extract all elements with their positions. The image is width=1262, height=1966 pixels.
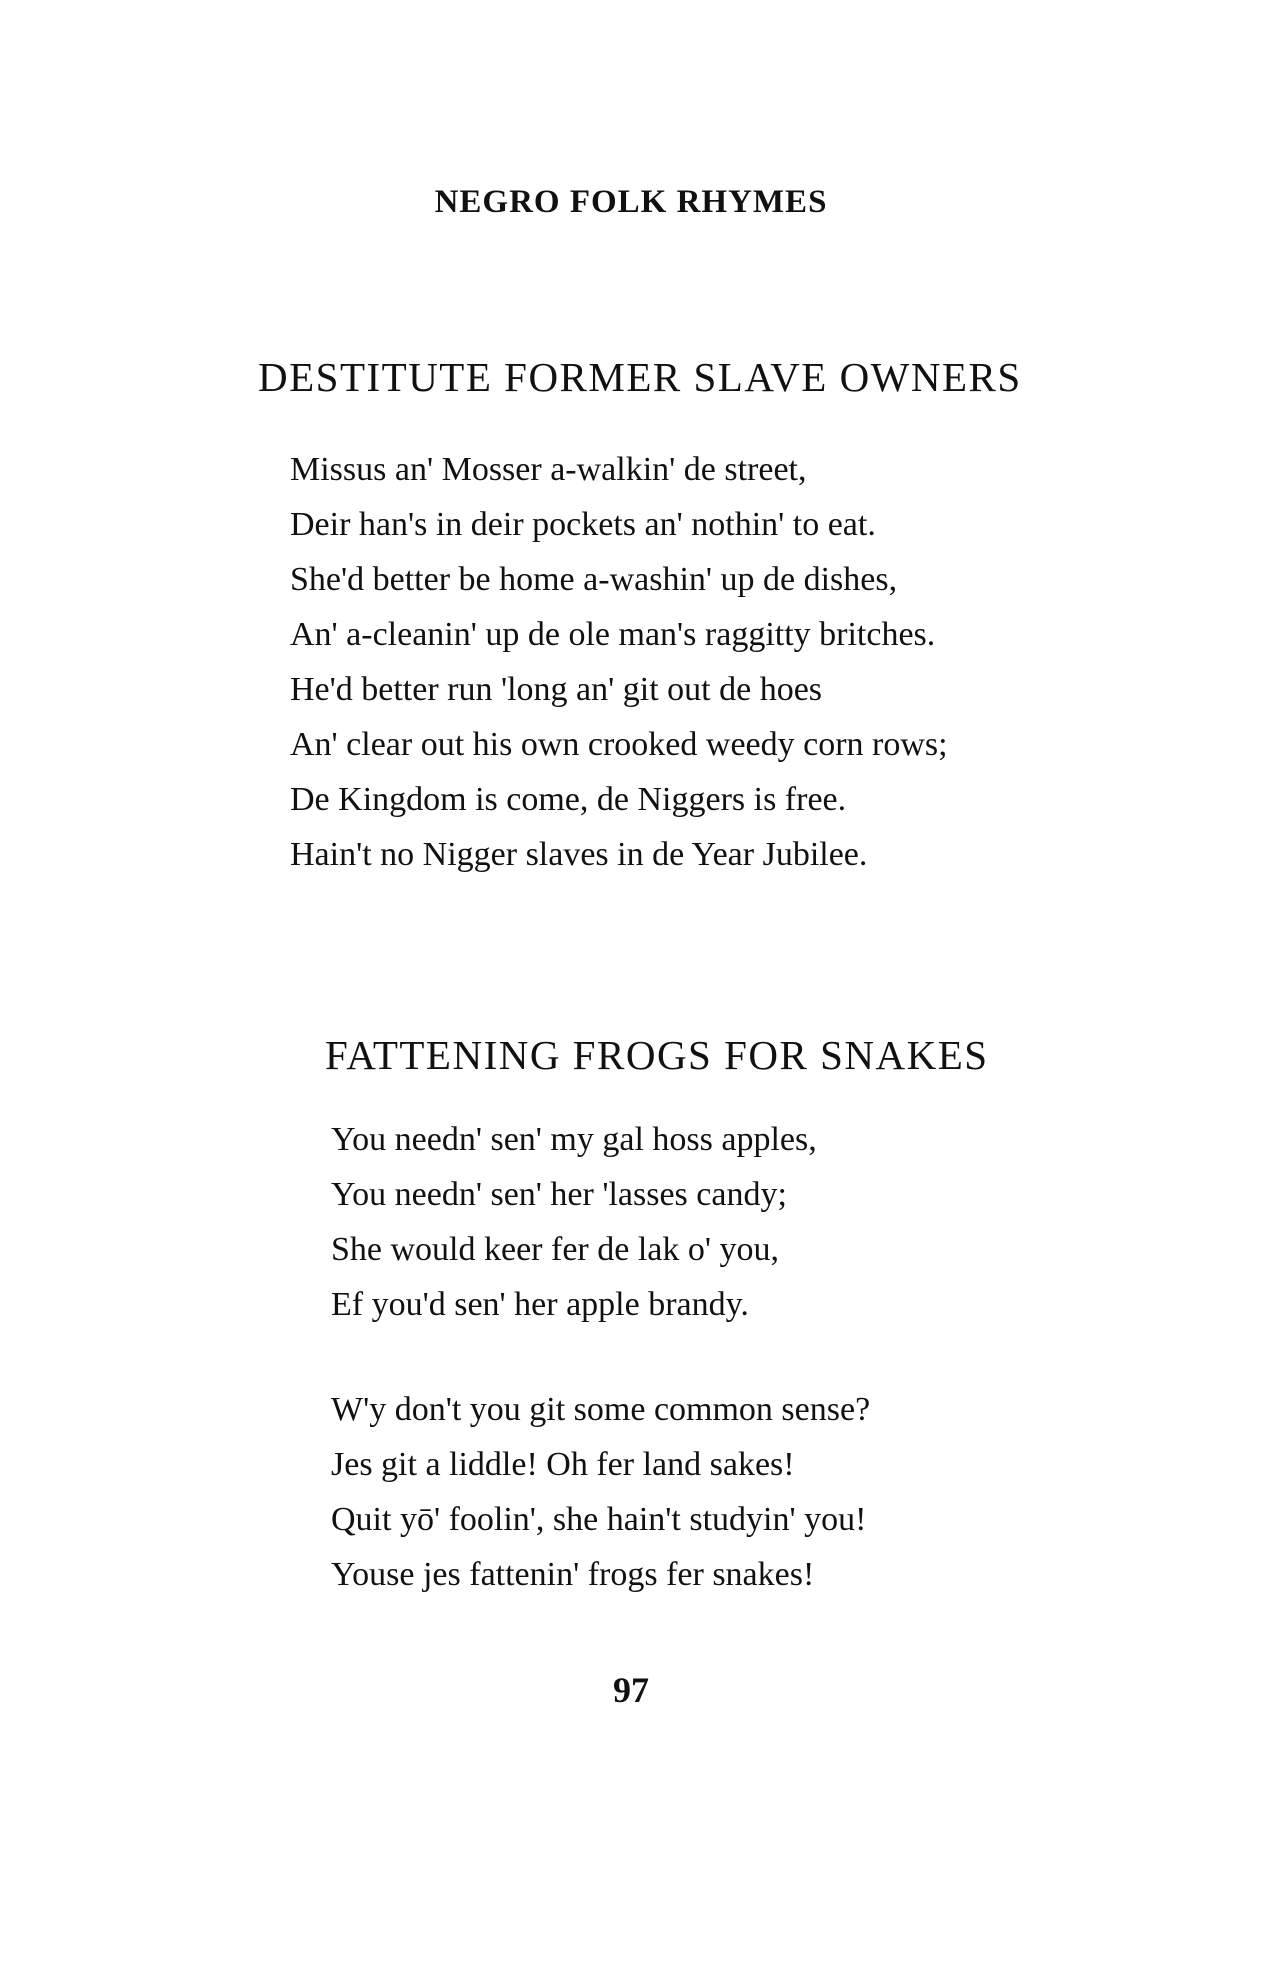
poem-line: Quit yō' foolin', she hain't studyin' you!	[331, 1501, 867, 1538]
poem-line: Deir han's in deir pockets an' nothin' to eat.	[290, 506, 876, 543]
poem-title-destitute-former-slave-owners: DESTITUTE FORMER SLAVE OWNERS	[258, 354, 1022, 400]
poem-line: She'd better be home a-washin' up de dishes,	[290, 561, 898, 598]
poem-line: Jes git a liddle! Oh fer land sakes!	[331, 1446, 795, 1483]
poem-line: Missus an' Mosser a-walkin' de street,	[290, 451, 807, 488]
poem-line: He'd better run 'long an' git out de hoes	[290, 671, 823, 708]
poem-line: An' clear out his own crooked weedy corn rows;	[290, 726, 948, 763]
poem-2-stanza-1	[331, 1112, 817, 1332]
poem-1-stanza-1	[290, 442, 948, 882]
poem-line: You needn' sen' her 'lasses candy;	[331, 1176, 787, 1213]
poem-title-fattening-frogs-for-snakes: FATTENING FROGS FOR SNAKES	[325, 1032, 989, 1078]
poem-line: She would keer fer de lak o' you,	[331, 1231, 779, 1268]
poem-2-stanza-2	[331, 1382, 870, 1602]
poem-line: You needn' sen' my gal hoss apples,	[331, 1121, 817, 1158]
poem-line: Youse jes fattenin' frogs fer snakes!	[331, 1556, 815, 1593]
running-head: NEGRO FOLK RHYMES	[434, 184, 828, 220]
poem-line: Hain't no Nigger slaves in de Year Jubilee.	[290, 836, 868, 873]
page-number: 97	[613, 1670, 649, 1710]
poem-line: Ef you'd sen' her apple brandy.	[331, 1286, 749, 1323]
poem-line: An' a-cleanin' up de ole man's raggitty britches.	[290, 616, 936, 653]
poem-line: De Kingdom is come, de Niggers is free.	[290, 781, 847, 818]
poem-line: W'y don't you git some common sense?	[331, 1391, 871, 1428]
